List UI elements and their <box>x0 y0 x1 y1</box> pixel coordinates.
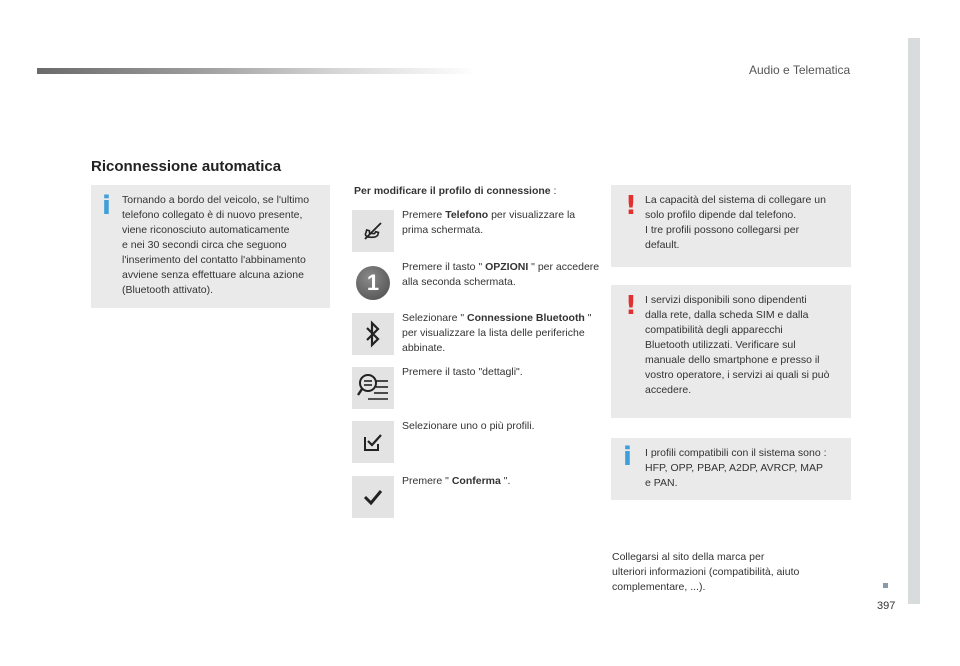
checkmark-icon <box>362 486 384 508</box>
step-select-profiles <box>352 421 602 463</box>
step-details <box>352 367 602 409</box>
header-gradient-bar <box>37 68 477 74</box>
footer-note: Collegarsi al sito della marca per ulteriori informazioni (compatibilità, aiuto complementare, ...). <box>612 551 800 593</box>
steps-heading-bold: Per modificare il profilo di connessione <box>354 185 551 197</box>
step-bluetooth <box>352 313 602 355</box>
step-text-pre: Premere " <box>402 475 452 487</box>
step-text <box>402 419 602 434</box>
warning-icon: ! <box>625 291 637 321</box>
step-text <box>402 474 602 489</box>
bluetooth-icon <box>362 320 384 348</box>
step-text <box>402 311 602 356</box>
step-text-bold: OPZIONI <box>485 261 529 273</box>
step-icon-box <box>352 367 394 409</box>
step-text-post: per visualizzare la prima schermata. <box>402 209 576 236</box>
step-text-bold: Telefono <box>445 209 489 221</box>
step-text-pre: Selezionare uno o più profili. <box>402 420 535 432</box>
step-confirm <box>352 476 602 518</box>
auto-reconnect-info-box <box>91 185 330 308</box>
warning-icon: ! <box>625 191 637 221</box>
step-text-pre: Premere <box>402 209 446 221</box>
step-text-pre: Premere il tasto " <box>402 261 486 273</box>
step-text <box>402 208 602 238</box>
compatible-profiles-info-box <box>611 438 851 500</box>
details-search-icon <box>356 371 390 405</box>
warning-box-text: I servizi disponibili sono dipendenti dalla rete, dalla scheda SIM e dalla compatibilità degli apparecchi Bluetooth utilizzati. Verificare sul manuale dello smartphone e presso il vostro operatore, i servizi ai quali si può accedere. <box>645 294 830 396</box>
steps-heading-colon: : <box>550 185 557 197</box>
step-text-pre: Premere il tasto "dettagli". <box>402 366 523 378</box>
services-warning-box <box>611 285 851 418</box>
info-box-text: Tornando a bordo del veicolo, se l'ultimo telefono collegato è di nuovo presente, viene riconosciuto automaticamente e nei 30 secondi circa che seguono l'inserimento del contatto l'abbinamento avviene senza effettuare alcuna azione (Bluetooth attivato). <box>122 194 310 296</box>
step-text-pre: Selezionare " <box>402 312 468 324</box>
info-icon: i <box>102 191 111 221</box>
step-icon-box <box>352 421 394 463</box>
step-text-post: ". <box>500 475 511 487</box>
phone-icon <box>361 219 385 243</box>
info-icon: i <box>623 442 632 472</box>
steps-heading <box>354 185 556 197</box>
warning-box-text: La capacità del sistema di collegare un solo profilo dipende dal telefono. I tre profili possono collegarsi per default. <box>645 194 826 251</box>
step-icon-box <box>352 210 394 252</box>
step-text-post: " per visualizzare la lista delle periferiche abbinate. <box>402 312 592 354</box>
page-edge-band <box>908 38 920 604</box>
header-title: Audio e Telematica <box>749 63 851 77</box>
page-number: 397 <box>877 600 896 612</box>
step-icon-box <box>352 313 394 355</box>
step-text <box>402 260 602 290</box>
step-icon-box <box>352 476 394 518</box>
step-text-bold: Connessione Bluetooth <box>467 312 585 324</box>
profile-capacity-warning-box <box>611 185 851 267</box>
info-box-text: I profili compatibili con il sistema sono : HFP, OPP, PBAP, A2DP, AVRCP, MAP e PAN. <box>645 447 827 489</box>
step-options <box>352 262 602 304</box>
step-text-post: " per accedere alla seconda schermata. <box>402 261 600 288</box>
step-text <box>402 365 602 380</box>
checkbox-icon <box>362 431 384 453</box>
number-one-badge: 1 <box>356 266 390 300</box>
section-title: Riconnessione automatica <box>91 158 282 175</box>
page-marker <box>883 583 888 588</box>
step-phone <box>352 210 602 252</box>
step-icon-box <box>352 262 394 304</box>
step-text-bold: Conferma <box>451 475 501 487</box>
